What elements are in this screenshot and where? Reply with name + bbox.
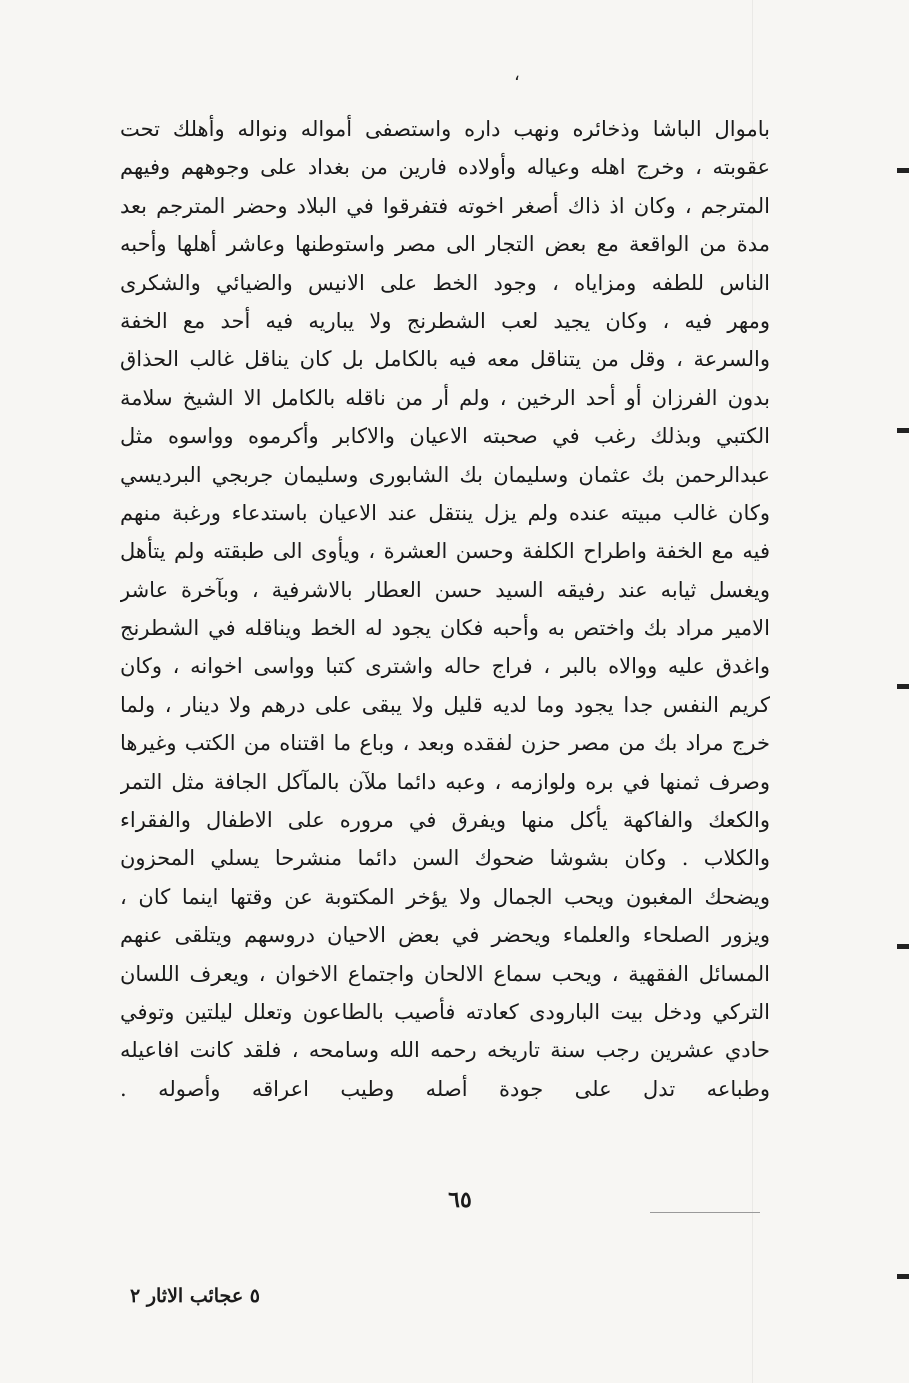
text-line: ويغسل ثيابه عند رفيقه السيد حسن العطار بالاشرفية ، وبآخرة عاشر <box>120 577 770 602</box>
text-line: ويزور الصلحاء والعلماء ويحضر في بعض الاحيان دروسهم ويتلقى عنهم <box>120 923 770 948</box>
text-line: واغدق عليه ووالاه بالبر ، فراج حاله واشترى كتبا وواسى اخوانه ، وكان <box>120 654 770 679</box>
text-line: الناس للطفه ومزاياه ، وجود الخط على الانيس والضيائي والشكرى <box>120 270 770 295</box>
text-line: عبدالرحمن بك عثمان وسليمان بك الشابورى وسليمان جربجي البرديسي <box>120 462 770 487</box>
text-line: ومهر فيه ، وكان يجيد لعب الشطرنج ولا يباريه فيه أحد مع الخفة <box>120 308 770 333</box>
top-mark: ، <box>514 64 520 85</box>
margin-mark <box>897 168 909 173</box>
text-line: الكتبي وبذلك رغب في صحبته الاعيان والاكابر وأكرموه وواسوه مثل <box>120 424 770 449</box>
margin-mark <box>897 1274 909 1279</box>
text-line: مدة من الواقعة مع بعض التجار الى مصر واستوطنها وعاشر أهلها وأحبه <box>120 232 770 257</box>
text-line: وطباعه تدل على جودة أصله وطيب اعراقه وأصوله . <box>120 1076 770 1101</box>
margin-mark <box>897 684 909 689</box>
text-line: التركي ودخل بيت البارودى كعادته فأصيب بالطاعون وتعلل ليلتين وتوفي <box>120 999 770 1024</box>
page-number: ٦٥ <box>448 1187 472 1213</box>
text-line: والسرعة ، وقل من يتناقل معه فيه بالكامل بل كان يناقل غالب الحذاق <box>120 347 770 372</box>
text-line: المترجم ، وكان اذ ذاك أصغر اخوته فتفرقوا في البلاد وحضر المترجم بعد <box>120 193 770 218</box>
text-line: حادي عشرين رجب سنة تاريخه رحمه الله وسامحه ، فلقد كانت افاعيله <box>120 1038 770 1063</box>
text-line: بدون الفرزان أو أحد الرخين ، ولم أر من ناقله بالكامل الا الشيخ سلامة <box>120 385 770 410</box>
text-line: خرج مراد بك من مصر حزن لفقده وبعد ، وباع ما اقتناه من الكتب وغيرها <box>120 731 770 756</box>
text-line: وكان غالب مبيته عنده ولم يزل ينتقل عند الاعيان باستدعاء ورغبة منهم <box>120 500 770 525</box>
text-line: عقوبته ، وخرج اهله وعياله وأولاده فارين من بغداد على وجوههم وفيهم <box>120 155 770 180</box>
body-text <box>120 110 770 1108</box>
footer-signature: ٥ عجائب الاثار ٢ <box>130 1285 260 1307</box>
text-line: وصرف ثمنها في بره ولوازمه ، وعبه دائما ملآن بالمآكل الجافة مثل التمر <box>120 769 770 794</box>
text-line: الامير مراد بك واختص به وأحبه فكان يجود له الخط ويناقله في الشطرنج <box>120 616 770 641</box>
text-line: كريم النفس جدا يجود وما لديه قليل ولا يبقى على درهم ولا دينار ، ولما <box>120 692 770 717</box>
text-line: والكلاب . وكان بشوشا ضحوك السن دائما منشرحا يسلي المحزون <box>120 846 770 871</box>
text-line: ويضحك المغبون ويحب الجمال ولا يؤخر المكتوبة عن وقتها اينما كان ، <box>120 884 770 909</box>
text-line: باموال الباشا وذخائره ونهب داره واستصفى أمواله ونواله وأهلك تحت <box>120 117 770 141</box>
text-line: والكعك والفاكهة يأكل منها ويفرق في مروره على الاطفال والفقراء <box>120 808 770 833</box>
text-line: فيه مع الخفة واطراح الكلفة وحسن العشرة ، ويأوى الى طبقته ولم يتأهل <box>120 539 770 564</box>
text-line: المسائل الفقهية ، ويحب سماع الالحان واجتماع الاخوان ، ويعرف اللسان <box>120 961 770 986</box>
margin-mark <box>897 944 909 949</box>
margin-mark <box>897 428 909 433</box>
footer-rule <box>650 1212 760 1213</box>
